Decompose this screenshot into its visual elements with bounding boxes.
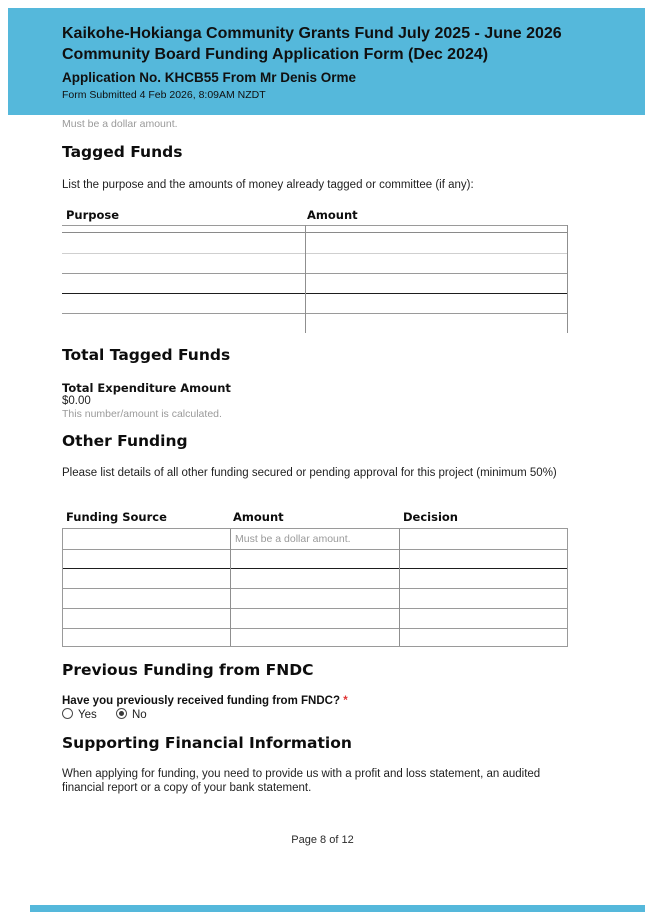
- page-number: Page 8 of 12: [291, 834, 354, 846]
- radio-no-label: No: [131, 709, 147, 721]
- form-title-line2: Community Board Funding Application Form (Dec 2024): [62, 46, 489, 63]
- tagged-funds-col-amount: Amount: [307, 208, 358, 222]
- total-expenditure-value: $0.00: [62, 395, 91, 407]
- other-funding-table: [62, 528, 568, 647]
- previous-funding-heading: Previous Funding from FNDC: [62, 661, 314, 679]
- table-gridline: [62, 273, 568, 274]
- table-gridline: [63, 549, 567, 550]
- other-funding-col-source: Funding Source: [66, 510, 167, 524]
- table-gridline: [62, 313, 568, 314]
- other-funding-col-decision: Decision: [403, 510, 458, 524]
- calculated-amount-note: This number/amount is calculated.: [62, 408, 222, 420]
- next-page-band: [30, 905, 645, 912]
- total-tagged-funds-heading: Total Tagged Funds: [62, 346, 231, 364]
- table-gridline: [62, 232, 568, 233]
- tagged-funds-description: List the purpose and the amounts of money already tagged or committee (if any):: [62, 179, 474, 191]
- required-asterisk: *: [343, 695, 348, 707]
- table-gridline: [230, 529, 231, 646]
- tagged-funds-table: [62, 225, 568, 333]
- total-expenditure-label: Total Expenditure Amount: [62, 381, 231, 395]
- table-gridline: [399, 529, 400, 646]
- radio-yes-icon[interactable]: [62, 708, 73, 719]
- table-gridline: [63, 588, 567, 589]
- tagged-funds-col-purpose: Purpose: [66, 208, 120, 222]
- form-title-line1: Kaikohe-Hokianga Community Grants Fund July 2025 - June 2026: [62, 25, 562, 42]
- table-gridline: [62, 253, 568, 254]
- table-gridline: [63, 628, 567, 629]
- form-title: [62, 23, 635, 65]
- radio-option-no[interactable]: [116, 708, 147, 721]
- table-gridline: [62, 225, 568, 226]
- table-gridline: [63, 568, 567, 569]
- table-gridline: [62, 293, 568, 294]
- table-gridline: [305, 225, 306, 333]
- application-number: Application No. KHCB55 From Mr Denis Orme: [62, 70, 357, 85]
- dollar-amount-helper-text: Must be a dollar amount.: [62, 118, 178, 130]
- other-funding-heading: Other Funding: [62, 432, 188, 450]
- other-funding-col-amount: Amount: [233, 510, 284, 524]
- radio-option-yes[interactable]: [62, 708, 97, 721]
- previous-funding-question-text: Have you previously received funding from FNDC?: [62, 695, 340, 707]
- table-gridline: [567, 225, 568, 333]
- tagged-funds-heading: Tagged Funds: [62, 143, 183, 161]
- radio-no-icon[interactable]: [116, 708, 127, 719]
- other-funding-description: Please list details of all other funding secured or pending approval for this project (minimum 50%): [62, 467, 557, 479]
- supporting-financial-description: When applying for funding, you need to provide us with a profit and loss statement, an audited financial report or a copy of your bank statement.: [62, 768, 541, 794]
- supporting-financial-heading: Supporting Financial Information: [62, 734, 352, 752]
- table-gridline: [63, 608, 567, 609]
- previous-funding-radio-group: [62, 708, 163, 721]
- amount-cell-placeholder: Must be a dollar amount.: [235, 533, 351, 545]
- form-submitted-timestamp: Form Submitted 4 Feb 2026, 8:09AM NZDT: [62, 89, 266, 101]
- form-header-band: [8, 8, 645, 115]
- radio-yes-label: Yes: [78, 709, 97, 721]
- previous-funding-question: [62, 695, 348, 707]
